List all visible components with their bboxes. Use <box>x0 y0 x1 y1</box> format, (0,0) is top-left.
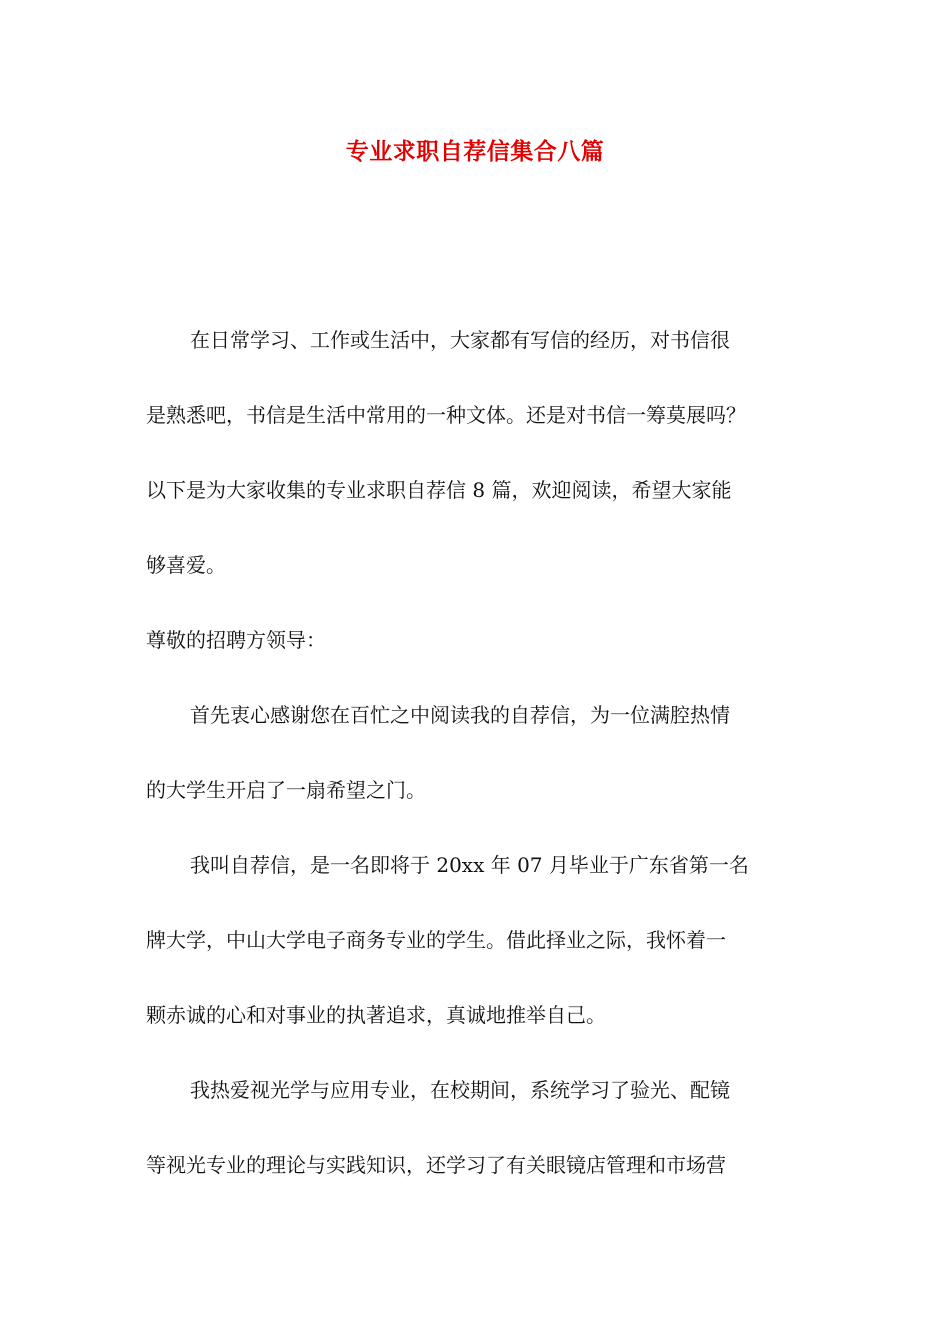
paragraph-line: 我热爱视光学与应用专业，在校期间，系统学习了验光、配镜 <box>190 1078 730 1102</box>
paragraph-line: 我叫自荐信，是一名即将于 20xx 年 07 月毕业于广东省第一名 <box>190 853 749 877</box>
paragraph-line: 的大学生开启了一扇希望之门。 <box>146 778 426 802</box>
paragraph-line: 以下是为大家收集的专业求职自荐信 8 篇，欢迎阅读，希望大家能 <box>146 478 732 502</box>
paragraph-line: 在日常学习、工作或生活中，大家都有写信的经历，对书信很 <box>190 328 730 352</box>
paragraph-line: 是熟悉吧，书信是生活中常用的一种文体。还是对书信一筹莫展吗？ <box>146 403 746 427</box>
paragraph-line: 首先衷心感谢您在百忙之中阅读我的自荐信，为一位满腔热情 <box>190 703 730 727</box>
paragraph-line: 牌大学，中山大学电子商务专业的学生。借此择业之际，我怀着一 <box>146 928 726 952</box>
salutation-line: 尊敬的招聘方领导： <box>146 628 326 652</box>
paragraph-line: 等视光专业的理论与实践知识，还学习了有关眼镜店管理和市场营 <box>146 1153 726 1177</box>
paragraph-line: 颗赤诚的心和对事业的执著追求，真诚地推举自己。 <box>146 1003 606 1027</box>
document-title: 专业求职自荐信集合八篇 <box>345 138 605 165</box>
paragraph-line: 够喜爱。 <box>146 553 226 577</box>
